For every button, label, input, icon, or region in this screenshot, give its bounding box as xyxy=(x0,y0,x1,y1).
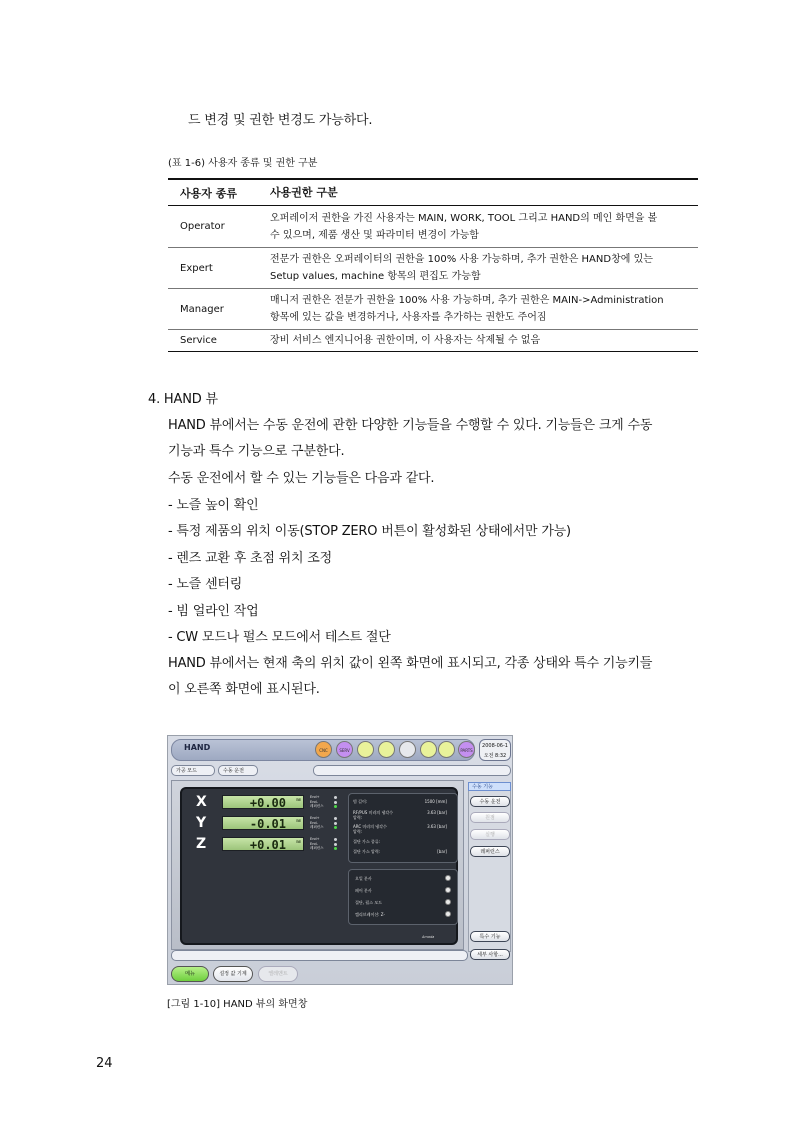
table-row xyxy=(168,288,698,329)
reference-label: 레퍼런스 xyxy=(310,804,324,809)
bullet-item: - 노즐 높이 확인 xyxy=(168,498,259,513)
reference-indicator xyxy=(334,805,337,808)
cnc-button[interactable]: CNC xyxy=(315,741,332,758)
info-line xyxy=(353,850,453,855)
paragraph-line: HAND 뷰에서는 현재 축의 위치 값이 왼쪽 화면에 표시되고, 각종 상태와 특수 기능키들 xyxy=(168,656,653,671)
message-bar xyxy=(313,765,511,776)
info-label: 절단 가스 압력: xyxy=(353,849,381,854)
limit-labels xyxy=(310,795,324,809)
info-value: 3.63 [bar] xyxy=(427,810,447,815)
limit-indicator xyxy=(334,801,337,804)
menu-button[interactable]: 메뉴 xyxy=(171,966,209,982)
axis-label-y: Y xyxy=(196,815,207,831)
unit-label: mm xyxy=(296,797,301,802)
end-plus: End+ xyxy=(310,816,320,820)
limit-indicator xyxy=(334,796,337,799)
origin-button[interactable]: 원점 xyxy=(470,812,510,823)
table-header-type: 사용자 종류 xyxy=(180,186,237,200)
page-number: 24 xyxy=(96,1056,113,1071)
end-plus: End+ xyxy=(310,837,320,841)
status-label: 오일 분사 xyxy=(355,876,372,881)
info-label: 절단 가스 종류: xyxy=(353,839,381,844)
desc-line: 오퍼레이저 권한을 가진 사용자는 MAIN, WORK, TOOL 그리고 HAND의 메인 화면을 볼 xyxy=(270,212,658,224)
info-line xyxy=(353,811,453,816)
desc-line: 매니저 권한은 전문가 권한을 100% 사용 가능하며, 추가 권한은 MAIN->Administration xyxy=(270,295,664,306)
axis-display xyxy=(180,787,458,945)
brand-logo: Amada xyxy=(422,935,435,939)
details-button[interactable]: 세부 사항... xyxy=(470,949,510,960)
table-cell-desc xyxy=(268,207,698,247)
unit-label: mm xyxy=(296,818,301,823)
bullet-item: - 노즐 센터링 xyxy=(168,577,243,592)
table-cell-type: Service xyxy=(180,335,217,346)
reference-label: 레퍼런스 xyxy=(310,825,324,830)
status-lamp[interactable] xyxy=(399,741,416,758)
limit-indicator xyxy=(334,817,337,820)
execute-button[interactable]: 실행 xyxy=(470,829,510,840)
info-line xyxy=(353,800,453,805)
paragraph-line: 이 오른쪽 화면에 표시된다. xyxy=(168,682,320,697)
info-label: ARC 미러의 냉각수 xyxy=(353,824,387,829)
info-line xyxy=(353,816,453,821)
end-minus: End- xyxy=(310,820,318,825)
table-row xyxy=(168,329,698,351)
section-title: 4. HAND 뷰 xyxy=(148,392,218,407)
reference-indicator xyxy=(334,847,337,850)
status-lamp[interactable] xyxy=(420,741,437,758)
status-led xyxy=(445,887,451,893)
info-label: RF/PUS 미러의 냉각수 xyxy=(353,810,394,815)
limit-labels xyxy=(310,837,324,851)
paragraph-line: 기능과 특수 기능으로 구분한다. xyxy=(168,444,345,459)
status-label: 절단, 펄스 모드 xyxy=(355,900,382,905)
info-value: 1500 [mm] xyxy=(424,799,447,804)
main-panel xyxy=(171,780,464,950)
parts-button[interactable]: PARTS xyxy=(458,741,475,758)
info-value: [bar] xyxy=(437,849,447,854)
info-line xyxy=(353,830,453,835)
reference-button[interactable]: 레퍼런스 xyxy=(470,846,510,857)
special-function-button[interactable]: 특수 기능 xyxy=(470,931,510,942)
axis-label-x: X xyxy=(196,794,207,810)
info-line xyxy=(353,840,453,845)
hand-view-screenshot xyxy=(167,735,513,985)
reference-label: 레퍼런스 xyxy=(310,846,324,851)
axis-value-x xyxy=(222,795,304,809)
unit-label: mm xyxy=(296,839,301,844)
table-caption: (표 1-6) 사용자 종류 및 권한 구분 xyxy=(168,158,318,169)
limit-labels xyxy=(310,816,324,830)
status-lamp[interactable] xyxy=(357,741,374,758)
desc-line: 수 있으며, 제품 생산 및 파라미터 변경이 가능함 xyxy=(270,229,479,241)
axis-value-text: -0.01 xyxy=(249,817,286,831)
right-function-panel xyxy=(468,782,511,952)
table-cell-desc: 장비 서비스 엔지니어용 권한이며, 이 사용자는 삭제될 수 없음 xyxy=(270,335,541,346)
axis-value-y xyxy=(222,816,304,830)
end-plus: End+ xyxy=(310,795,320,799)
settings-machine-button[interactable]: 설정 값 기계 xyxy=(213,966,253,982)
tab-machining-mode[interactable]: 가공 모드 xyxy=(171,765,215,776)
status-panel xyxy=(348,869,458,925)
bullet-item: - 빔 얼라인 작업 xyxy=(168,604,259,619)
table-header-permission: 사용권한 구분 xyxy=(270,186,338,199)
table-row xyxy=(168,206,698,247)
date-text: 2008-06-1 xyxy=(482,743,508,749)
axis-value-text: +0.01 xyxy=(249,838,286,852)
element-button[interactable]: 엘레멘트 xyxy=(258,966,298,982)
reference-indicator xyxy=(334,826,337,829)
status-led xyxy=(445,875,451,881)
status-led xyxy=(445,911,451,917)
status-lamp[interactable] xyxy=(378,741,395,758)
bullet-item: - CW 모드나 펄스 모드에서 테스트 절단 xyxy=(168,630,391,645)
desc-line: 전문가 권한은 오퍼레이터의 권한을 100% 사용 가능하며, 추가 권한은 HAND창에 있는 xyxy=(270,254,653,265)
screen-title: HAND xyxy=(184,743,211,752)
limit-indicator xyxy=(334,838,337,841)
table-header-row xyxy=(168,180,698,206)
axis-label-z: Z xyxy=(196,836,207,852)
info-value: 3.63 [bar] xyxy=(427,824,447,829)
user-permission-table xyxy=(168,178,698,352)
info-label: 빔 길이: xyxy=(353,799,368,804)
desc-line: 항목에 있는 값을 변경하거나, 사용자를 추가하는 권한도 주어짐 xyxy=(270,312,547,323)
axis-value-text: +0.00 xyxy=(249,796,286,810)
table-cell-desc xyxy=(268,289,698,329)
status-lamp[interactable] xyxy=(438,741,455,758)
info-label: 압력: xyxy=(353,829,363,834)
paragraph-line: 수동 운전에서 할 수 있는 기능들은 다음과 같다. xyxy=(168,471,435,486)
date-time-box xyxy=(479,739,511,761)
info-label: 압력: xyxy=(353,815,363,820)
machine-info-panel xyxy=(348,793,458,863)
desc-line: Setup values, machine 항목의 편집도 가능함 xyxy=(270,271,481,282)
table-cell-type: Operator xyxy=(180,221,225,232)
time-text: 오전 8:32 xyxy=(483,753,507,759)
serv-button[interactable]: SERV xyxy=(336,741,353,758)
end-minus: End- xyxy=(310,841,318,846)
table-cell-type: Manager xyxy=(180,303,224,315)
status-led xyxy=(445,899,451,905)
info-line xyxy=(353,825,453,830)
table-cell-desc xyxy=(268,248,698,288)
tab-manual-operation[interactable]: 수동 운전 xyxy=(218,765,258,776)
bullet-item: - 렌즈 교환 후 초점 위치 조정 xyxy=(168,551,333,566)
table-row xyxy=(168,247,698,288)
status-label: 캘리브레이션: Z- xyxy=(355,912,385,917)
limit-indicator xyxy=(334,843,337,846)
right-panel-header: 수동 기능 xyxy=(468,782,511,791)
axis-value-z xyxy=(222,837,304,851)
end-minus: End- xyxy=(310,799,318,804)
status-message-bar xyxy=(171,950,468,961)
paragraph-line: HAND 뷰에서는 수동 운전에 관한 다양한 기능들을 수행할 수 있다. 기능들은 크게 수동 xyxy=(168,418,653,433)
bullet-item: - 특정 제품의 위치 이동(STOP ZERO 버튼이 활성화된 상태에서만 가능) xyxy=(168,524,571,539)
limit-indicator xyxy=(334,822,337,825)
figure-caption: [그림 1-10] HAND 뷰의 화면창 xyxy=(167,999,308,1010)
intro-line: 드 변경 및 권한 변경도 가능하다. xyxy=(188,113,373,128)
table-cell-type: Expert xyxy=(180,262,213,274)
status-label: 페어 분사 xyxy=(355,888,372,893)
manual-run-button[interactable]: 수동 운전 xyxy=(470,796,510,807)
